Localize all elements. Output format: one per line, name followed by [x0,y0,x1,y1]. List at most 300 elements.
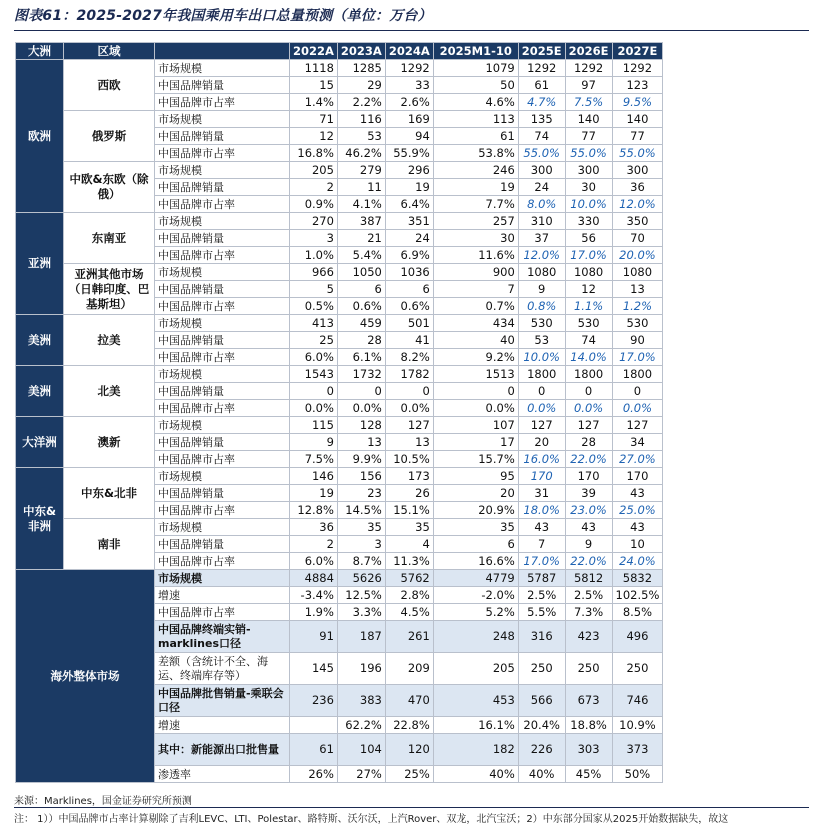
continent-cell: 亚洲 [16,213,64,315]
overall-value-cell: 383 [337,685,385,717]
metric-label: 市场规模 [155,162,290,179]
region-cell: 西欧 [64,60,155,111]
value-cell: 23 [337,485,385,502]
value-cell: 1800 [612,366,663,383]
value-cell: 0.0% [612,400,663,417]
value-cell: 1079 [433,60,518,77]
value-cell: 28 [565,434,612,451]
value-cell: 24 [385,230,433,247]
overall-value-cell: 7.3% [565,604,612,621]
overall-metric-label: 其中：新能源出口批售量 [155,734,290,766]
region-cell: 亚洲其他市场（日韩印度、巴基斯坦） [64,264,155,315]
value-cell: 17.0% [518,553,565,570]
overall-value-cell: 5626 [337,570,385,587]
value-cell: 0.7% [433,298,518,315]
metric-label: 中国品牌销量 [155,179,290,196]
metric-label: 中国品牌销量 [155,332,290,349]
table-row [16,468,663,485]
value-cell: 1118 [290,60,338,77]
table-header-row [16,43,663,60]
value-cell: 0 [518,383,565,400]
header-cell: 大洲 [16,43,64,60]
value-cell: 33 [385,77,433,94]
value-cell: 30 [565,179,612,196]
value-cell: 10.5% [385,451,433,468]
value-cell: 55.0% [518,145,565,162]
value-cell: 43 [612,519,663,536]
value-cell: 0 [612,383,663,400]
value-cell: 50 [433,77,518,94]
value-cell: 0.6% [385,298,433,315]
value-cell: 7.7% [433,196,518,213]
value-cell: 8.2% [385,349,433,366]
value-cell: 0.8% [518,298,565,315]
value-cell: 107 [433,417,518,434]
value-cell: 53 [337,128,385,145]
value-cell: 17.0% [612,349,663,366]
value-cell: 1732 [337,366,385,383]
value-cell: 0 [433,383,518,400]
value-cell: 1800 [565,366,612,383]
overall-value-cell: 226 [518,734,565,766]
region-cell: 拉美 [64,315,155,366]
value-cell: 170 [518,468,565,485]
value-cell: 1513 [433,366,518,383]
value-cell: 123 [612,77,663,94]
value-cell: 17.0% [565,247,612,264]
metric-label: 市场规模 [155,468,290,485]
value-cell: 146 [290,468,338,485]
value-cell: 10 [612,536,663,553]
overall-value-cell: 40% [433,766,518,783]
overall-metric-label: 增速 [155,717,290,734]
value-cell: 300 [518,162,565,179]
value-cell: 17 [433,434,518,451]
value-cell: 15.1% [385,502,433,519]
table-row [16,315,663,332]
overall-value-cell: 18.8% [565,717,612,734]
value-cell: 11.6% [433,247,518,264]
value-cell: 413 [290,315,338,332]
value-cell: 0.0% [337,400,385,417]
value-cell: 0.0% [290,400,338,417]
overall-value-cell: 673 [565,685,612,717]
overall-value-cell: 248 [433,621,518,653]
value-cell: 2 [290,536,338,553]
overall-value-cell: 91 [290,621,338,653]
metric-label: 中国品牌市占率 [155,247,290,264]
value-cell: 0 [337,383,385,400]
value-cell: 1292 [612,60,663,77]
value-cell: 9 [565,536,612,553]
value-cell: 140 [565,111,612,128]
value-cell: 20 [518,434,565,451]
value-cell: 1782 [385,366,433,383]
value-cell: 55.0% [565,145,612,162]
value-cell: 43 [612,485,663,502]
value-cell: 7.5% [565,94,612,111]
metric-label: 中国品牌市占率 [155,298,290,315]
overall-value-cell: 120 [385,734,433,766]
overall-value-cell: 4884 [290,570,338,587]
overall-value-cell: 5787 [518,570,565,587]
header-cell: 区域 [64,43,155,60]
metric-label: 中国品牌市占率 [155,451,290,468]
value-cell: 1285 [337,60,385,77]
value-cell: 1036 [385,264,433,281]
region-cell: 澳新 [64,417,155,468]
value-cell: 16.0% [518,451,565,468]
value-cell: 0.0% [518,400,565,417]
value-cell: 12.0% [518,247,565,264]
continent-cell: 中东&非洲 [16,468,64,570]
overall-value-cell: 453 [433,685,518,717]
value-cell: 0.0% [433,400,518,417]
value-cell: 0.6% [337,298,385,315]
value-cell: 21 [337,230,385,247]
overall-metric-label: 差额（含统计不全、海运、终端库存等） [155,653,290,685]
value-cell: 0.9% [290,196,338,213]
value-cell: 6.0% [290,553,338,570]
value-cell: 1292 [385,60,433,77]
value-cell: 20 [433,485,518,502]
value-cell: 1.1% [565,298,612,315]
overall-metric-label: 增速 [155,587,290,604]
value-cell: 9.5% [612,94,663,111]
footer-rule [14,807,809,808]
value-cell: 24 [518,179,565,196]
overall-value-cell: 5762 [385,570,433,587]
overall-market-cell: 海外整体市场 [16,570,155,783]
header-cell: 2022A [290,43,338,60]
region-cell: 俄罗斯 [64,111,155,162]
value-cell: 16.8% [290,145,338,162]
value-cell: 53.8% [433,145,518,162]
value-cell: 330 [565,213,612,230]
value-cell: 173 [385,468,433,485]
overall-value-cell: 2.5% [518,587,565,604]
value-cell: 127 [518,417,565,434]
metric-label: 中国品牌销量 [155,77,290,94]
value-cell: 0 [565,383,612,400]
value-cell: 71 [290,111,338,128]
value-cell: 12 [565,281,612,298]
value-cell: 127 [612,417,663,434]
value-cell: 257 [433,213,518,230]
table-row [16,417,663,434]
value-cell: 35 [433,519,518,536]
overall-metric-label: 渗透率 [155,766,290,783]
value-cell: 12.0% [612,196,663,213]
value-cell: 46.2% [337,145,385,162]
overall-metric-label: 中国品牌市占率 [155,604,290,621]
metric-label: 中国品牌市占率 [155,196,290,213]
value-cell: 56 [565,230,612,247]
value-cell: 61 [518,77,565,94]
value-cell: 74 [518,128,565,145]
overall-value-cell: 25% [385,766,433,783]
value-cell: 35 [337,519,385,536]
metric-label: 中国品牌市占率 [155,553,290,570]
value-cell: 205 [290,162,338,179]
value-cell: 8.7% [337,553,385,570]
metric-label: 中国品牌市占率 [155,349,290,366]
value-cell: 1080 [565,264,612,281]
value-cell: 9.9% [337,451,385,468]
page-title: 图表61：2025-2027年我国乘用车出口总量预测（单位：万台） [14,8,432,24]
value-cell: 530 [518,315,565,332]
value-cell: 6.0% [290,349,338,366]
value-cell: 13 [385,434,433,451]
metric-label: 中国品牌销量 [155,536,290,553]
value-cell: 1292 [565,60,612,77]
value-cell: 434 [433,315,518,332]
overall-value-cell: 5832 [612,570,663,587]
overall-value-cell: 196 [337,653,385,685]
metric-label: 中国品牌市占率 [155,94,290,111]
overall-value-cell: 145 [290,653,338,685]
metric-label: 中国品牌销量 [155,230,290,247]
value-cell: 13 [337,434,385,451]
metric-label: 市场规模 [155,213,290,230]
header-cell: 2023A [337,43,385,60]
value-cell: 300 [612,162,663,179]
metric-label: 市场规模 [155,315,290,332]
overall-value-cell: 5.5% [518,604,565,621]
value-cell: 34 [612,434,663,451]
value-cell: 1080 [518,264,565,281]
region-cell: 中东&北非 [64,468,155,519]
region-cell: 北美 [64,366,155,417]
value-cell: 8.0% [518,196,565,213]
value-cell: 351 [385,213,433,230]
overall-value-cell: 16.1% [433,717,518,734]
value-cell: 4.6% [433,94,518,111]
value-cell: 0 [385,383,433,400]
value-cell: 6 [385,281,433,298]
value-cell: 70 [612,230,663,247]
value-cell: 41 [385,332,433,349]
value-cell: 30 [433,230,518,247]
continent-cell: 大洋洲 [16,417,64,468]
value-cell: 7 [518,536,565,553]
value-cell: 3 [337,536,385,553]
value-cell: 12.8% [290,502,338,519]
value-cell: 36 [290,519,338,536]
value-cell: 9 [290,434,338,451]
export-forecast-table [15,42,663,783]
overall-value-cell: 22.8% [385,717,433,734]
value-cell: 156 [337,468,385,485]
overall-value-cell: 5.2% [433,604,518,621]
value-cell: 116 [337,111,385,128]
metric-label: 中国品牌销量 [155,434,290,451]
value-cell: 53 [518,332,565,349]
overall-value-cell: 45% [565,766,612,783]
overall-value-cell: 102.5% [612,587,663,604]
value-cell: 530 [565,315,612,332]
value-cell: 14.0% [565,349,612,366]
region-cell: 中欧&东欧（除俄） [64,162,155,213]
table-row [16,111,663,128]
value-cell: 27.0% [612,451,663,468]
value-cell: 77 [565,128,612,145]
value-cell: 26 [385,485,433,502]
metric-label: 市场规模 [155,366,290,383]
value-cell: 169 [385,111,433,128]
overall-value-cell: 303 [565,734,612,766]
value-cell: 31 [518,485,565,502]
overall-value-cell: 423 [565,621,612,653]
value-cell: 1080 [612,264,663,281]
header-cell: 2025M1-10 [433,43,518,60]
overall-value-cell: 205 [433,653,518,685]
overall-value-cell: 209 [385,653,433,685]
metric-label: 市场规模 [155,417,290,434]
value-cell: 115 [290,417,338,434]
value-cell: 13 [612,281,663,298]
value-cell: 95 [433,468,518,485]
overall-value-cell: 187 [337,621,385,653]
header-cell: 2025E [518,43,565,60]
overall-value-cell: 236 [290,685,338,717]
overall-value-cell: 250 [518,653,565,685]
overall-value-cell: 3.3% [337,604,385,621]
value-cell: 128 [337,417,385,434]
continent-cell: 美洲 [16,366,64,417]
header-cell: 2024A [385,43,433,60]
value-cell: 20.9% [433,502,518,519]
value-cell: 12 [290,128,338,145]
value-cell: 19 [290,485,338,502]
value-cell: 55.0% [612,145,663,162]
overall-value-cell: 5812 [565,570,612,587]
value-cell: 350 [612,213,663,230]
value-cell: 6.4% [385,196,433,213]
value-cell: 97 [565,77,612,94]
value-cell: 246 [433,162,518,179]
overall-value-cell: 50% [612,766,663,783]
value-cell: 77 [612,128,663,145]
value-cell: 127 [385,417,433,434]
continent-cell: 欧洲 [16,60,64,213]
metric-label: 中国品牌市占率 [155,400,290,417]
value-cell: 5 [290,281,338,298]
value-cell: 310 [518,213,565,230]
value-cell: 0 [290,383,338,400]
table-row [16,162,663,179]
header-cell [155,43,290,60]
value-cell: 170 [565,468,612,485]
overall-value-cell: 261 [385,621,433,653]
metric-label: 市场规模 [155,264,290,281]
value-cell: 1.0% [290,247,338,264]
overall-value-cell: 61 [290,734,338,766]
overall-row [16,570,663,587]
overall-value-cell: 104 [337,734,385,766]
value-cell: 5.4% [337,247,385,264]
table-row [16,213,663,230]
value-cell: 0.5% [290,298,338,315]
value-cell: 19 [385,179,433,196]
value-cell: 16.6% [433,553,518,570]
value-cell: 29 [337,77,385,94]
overall-value-cell: 1.9% [290,604,338,621]
value-cell: 1543 [290,366,338,383]
value-cell: 9 [518,281,565,298]
value-cell: 900 [433,264,518,281]
value-cell: 6.1% [337,349,385,366]
overall-value-cell: 182 [433,734,518,766]
value-cell: 1050 [337,264,385,281]
value-cell: 1800 [518,366,565,383]
overall-value-cell [290,717,338,734]
header-cell: 2027E [612,43,663,60]
overall-value-cell: 4779 [433,570,518,587]
value-cell: 18.0% [518,502,565,519]
value-cell: 14.5% [337,502,385,519]
overall-value-cell: 316 [518,621,565,653]
title-rule [14,30,809,31]
value-cell: 43 [565,519,612,536]
overall-value-cell: 27% [337,766,385,783]
value-cell: 279 [337,162,385,179]
value-cell: 4.1% [337,196,385,213]
value-cell: 113 [433,111,518,128]
table-row [16,519,663,536]
value-cell: 10.0% [518,349,565,366]
metric-label: 中国品牌销量 [155,281,290,298]
value-cell: 459 [337,315,385,332]
overall-value-cell: 40% [518,766,565,783]
overall-metric-label: 中国品牌批售销量-乘联会口径 [155,685,290,717]
value-cell: 37 [518,230,565,247]
value-cell: 25.0% [612,502,663,519]
value-cell: 387 [337,213,385,230]
overall-value-cell: 496 [612,621,663,653]
value-cell: 22.0% [565,451,612,468]
value-cell: 1292 [518,60,565,77]
source-note: 来源：Marklines，国金证券研究所预测 [14,796,192,807]
overall-value-cell: -2.0% [433,587,518,604]
value-cell: 15 [290,77,338,94]
metric-label: 中国品牌市占率 [155,145,290,162]
value-cell: 61 [433,128,518,145]
value-cell: 22.0% [565,553,612,570]
overall-value-cell: 62.2% [337,717,385,734]
value-cell: 0.0% [385,400,433,417]
overall-value-cell: 746 [612,685,663,717]
value-cell: 135 [518,111,565,128]
value-cell: 4 [385,536,433,553]
metric-label: 市场规模 [155,519,290,536]
metric-label: 市场规模 [155,111,290,128]
value-cell: 2 [290,179,338,196]
value-cell: 270 [290,213,338,230]
value-cell: 7 [433,281,518,298]
overall-value-cell: 470 [385,685,433,717]
value-cell: 966 [290,264,338,281]
value-cell: 2.2% [337,94,385,111]
value-cell: 40 [433,332,518,349]
value-cell: 39 [565,485,612,502]
value-cell: 90 [612,332,663,349]
metric-label: 中国品牌销量 [155,128,290,145]
value-cell: 9.2% [433,349,518,366]
value-cell: 6 [433,536,518,553]
value-cell: 170 [612,468,663,485]
value-cell: 296 [385,162,433,179]
